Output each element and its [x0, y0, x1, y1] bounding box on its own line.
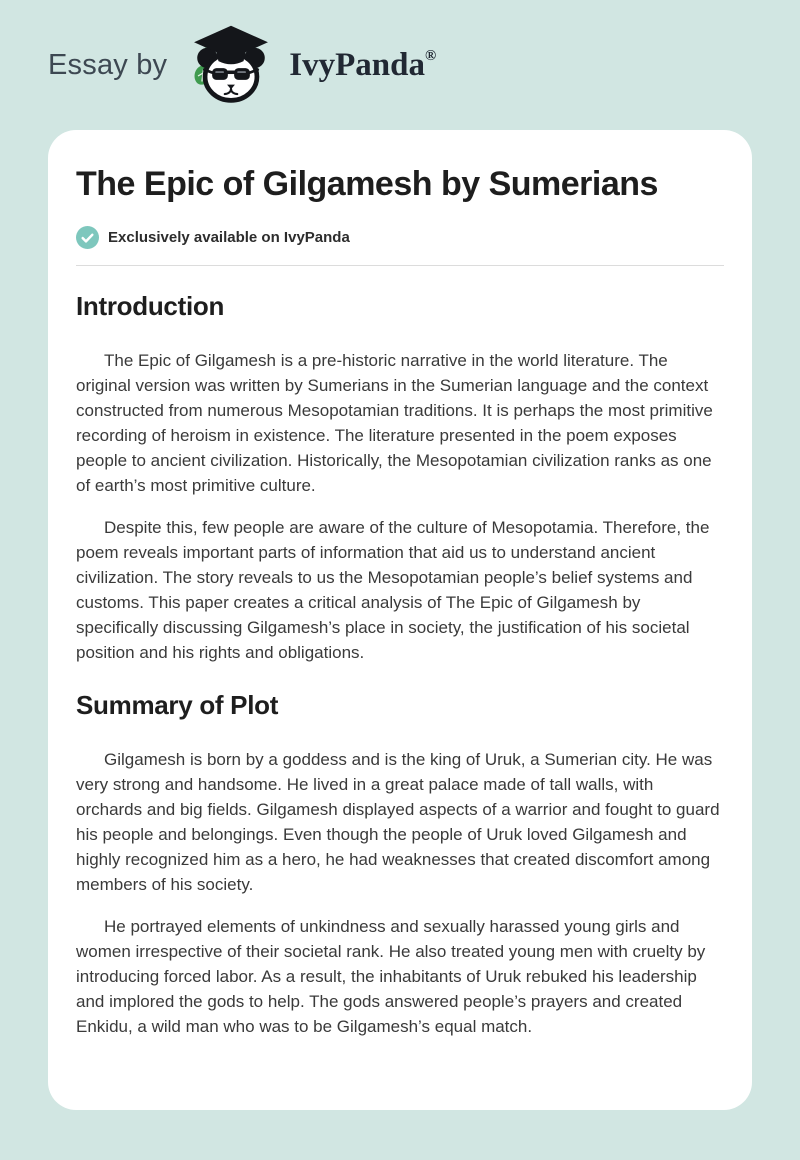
section-heading: Summary of Plot: [76, 690, 279, 720]
paragraph: Despite this, few people are aware of the culture of Mesopotamia. Therefore, the poem reveals important parts of information that aid us to understand ancient civilization. The story reveals to us the Mesopotamian people’s belief systems and customs. This paper creates a critical analysis of The Epic of Gilgamesh by specifically discussing Gilgamesh’s place in society, the justification of his societal position and his rights and obligations.: [76, 518, 710, 662]
brand-wordmark[interactable]: [289, 47, 436, 84]
page-title: The Epic of Gilgamesh by Sumerians: [76, 165, 658, 203]
availability-label: Exclusively available on IvyPanda: [108, 229, 350, 246]
section-heading: Introduction: [76, 291, 225, 321]
site-header: [0, 0, 800, 130]
essay-card: [48, 130, 752, 1110]
check-circle-icon: [76, 226, 99, 249]
availability-row: [76, 226, 724, 249]
paragraph: The Epic of Gilgamesh is a pre-historic narrative in the world literature. The original version was written by Sumerians in the Sumerian language and the context constructed from numerous Mesopotamian traditions. It is perhaps the most primitive recording of heroism in existence. The literature presented in the poem exposes people to ancient civilization. Historically, the Mesopotamian civilization ranks as one of earth’s most primitive culture.: [76, 351, 713, 495]
section-introduction: [76, 290, 724, 665]
paragraph: He portrayed elements of unkindness and sexually harassed young girls and women irrespective of their societal rank. He also treated young men with cruelty by introducing forced labor. As a result, the inhabitants of Uruk rebuked his leadership and implored the gods to help. The gods answered people’s prayers and created Enkidu, a wild man who was to be Gilgamesh’s equal match.: [76, 917, 706, 1036]
registered-mark: ®: [424, 47, 437, 64]
brand-name: IvyPanda: [289, 46, 425, 83]
paragraph: Gilgamesh is born by a goddess and is the king of Uruk, a Sumerian city. He was very strong and handsome. He lived in a great palace made of tall walls, with orchards and big fields. Gilgamesh displayed aspects of a warrior and fought to guard his people and belongings. Even though the people of Uruk loved Gilgamesh and highly recognized him as a hero, he had weaknesses that created discomfort among members of his society.: [76, 750, 720, 894]
essay-by-label: Essay by: [48, 48, 168, 81]
panda-graduate-icon[interactable]: [183, 21, 279, 109]
section-summary-of-plot: [76, 689, 724, 1039]
divider: [76, 265, 724, 266]
